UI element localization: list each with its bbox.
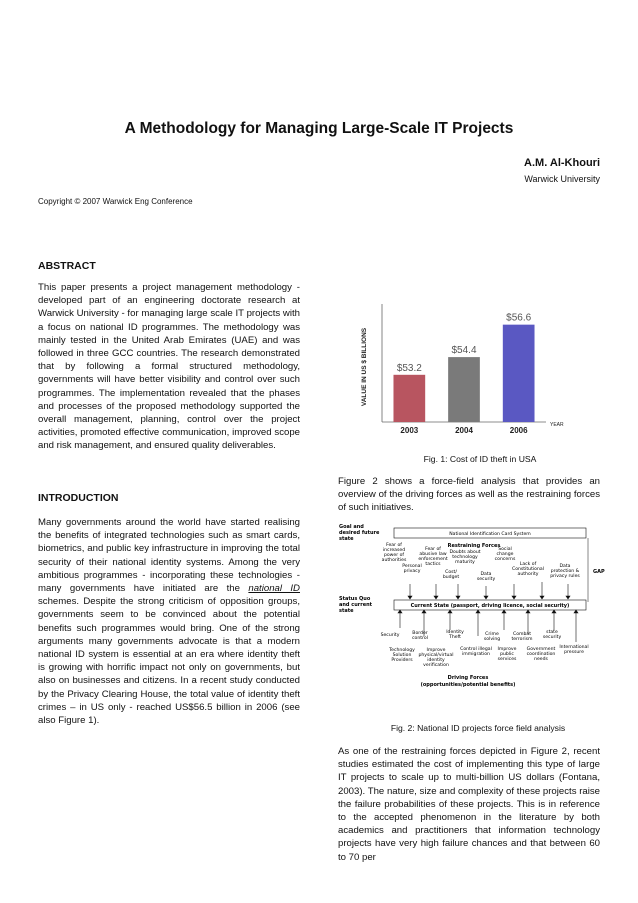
driving-forces-title-1: Driving Forces: [447, 675, 489, 681]
restraining-force: Doubts about technology maturity: [449, 550, 481, 565]
restraining-force: Social change concerns: [494, 547, 516, 562]
bar-value-label: $56.6: [506, 312, 532, 324]
goal-label-2: desired future: [339, 530, 380, 536]
intro-text-part-1: Many governments around the world have started realising the benefits of integrated technologies such as smart cards, biometrics, and public key infrastructure in improving the total security of their national identity systems. Among the very ambitious programmes - incorporating these technologies - many governments have initiated are the: [38, 517, 300, 595]
driving-force: Government coordination needs: [526, 647, 556, 662]
abstract-heading: ABSTRACT: [38, 260, 96, 272]
abstract-text: This paper presents a project management methodology - developed part of an engineering doctorate research at Warwick University - for managing large scale IT projects with a focus on national ID programmes. The methodology was mainly tested in the United Arab Emirates (UAE) and was followed in three GCC countries. The research demonstrated that by following a formal structured methodology, governments will have better visibility and control over such programmes. The implementation revealed that the phases and processes of the proposed methodology supported the overall management, planning, control over the project activities, promoted effective communication, improved scope and risk management, and ensured quality deliverables.: [38, 282, 300, 452]
force-field-diagram: [338, 518, 606, 716]
x-tick-label: 2006: [509, 426, 528, 435]
figure-1-caption: Fig. 1: Cost of ID theft in USA: [423, 454, 537, 464]
current-state-label: Current State (passport, driving licence, social security): [410, 603, 570, 609]
copyright-notice: Copyright © 2007 Warwick Eng Conference: [38, 197, 193, 206]
driving-force: Identity Theft: [446, 630, 464, 640]
driving-force: Combat terrorism: [511, 632, 533, 642]
bar-value-label: $53.2: [396, 362, 422, 374]
bar: [393, 375, 425, 422]
introduction-text: [38, 516, 300, 727]
driving-forces: [381, 629, 589, 668]
driving-force: Border control: [412, 631, 428, 641]
driving-force: state security: [542, 630, 562, 640]
bar-value-label: $54.4: [451, 345, 477, 357]
restraining-force: Data security: [476, 572, 496, 582]
driving-force: Technology Solution Providers: [389, 648, 415, 663]
x-tick-label: 2004: [455, 426, 473, 435]
author-affiliation: Warwick University: [524, 174, 600, 184]
gap-label: GAP: [593, 569, 605, 575]
driving-force: International pressure: [559, 645, 589, 655]
figure-2-caption: Fig. 2: National ID projects force field analysis: [390, 723, 566, 733]
status-label-3: state: [339, 608, 354, 614]
id-theft-cost-chart: [356, 298, 576, 440]
introduction-heading: INTRODUCTION: [38, 492, 119, 504]
driving-force: Security: [380, 633, 400, 638]
restraining-force: Fear of abusive law enforcement tactics: [418, 547, 448, 567]
driving-forces-title-2: (opportunities/potential benefits): [420, 682, 516, 688]
author-name: A.M. Al-Khouri: [524, 157, 600, 169]
x-tick-label: 2003: [400, 426, 419, 435]
restraining-force: Data protection & privacy rules: [550, 564, 580, 579]
x-axis-label: YEAR: [550, 422, 564, 428]
restraining-force: Personal privacy: [402, 564, 422, 574]
restraining-force: Fear of increased power of authorities: [381, 543, 407, 563]
driving-force: Crime solving: [483, 632, 501, 642]
goal-box-label: National Identification Card System: [449, 532, 531, 537]
status-label-2: and current: [339, 602, 373, 608]
restraining-arrows: [408, 582, 570, 599]
intro-emphasis: national ID: [248, 583, 300, 595]
paper-title: A Methodology for Managing Large-Scale IT Projects: [124, 120, 514, 137]
figure-2-intro-text: Figure 2 shows a force-field analysis that provides an overview of the driving forces as well as the restraining forces of such initiatives.: [338, 476, 600, 514]
restraining-forces-title: Restraining Forces: [447, 543, 501, 549]
bar: [448, 357, 480, 422]
status-label-1: Status Quo: [339, 596, 371, 602]
y-axis-label: VALUE IN US $ BILLIONS: [361, 327, 368, 407]
driving-force: Improve public services: [497, 647, 517, 662]
intro-text-part-2: schemes. Despite the strong criticism of opposition groups, governments seem to be convinced about the potential benefits such programmes would bring. One of the strong arguments many governments advocate is that a modern national ID system is essential at an era where identity theft is growing with horrific impact not only on governments, but also on businesses and citizens. In a recent study conducted by the Privacy Clearing House, the total value of identity theft crimes – in US only - reached US$56.5 billion in 2006 (see also Figure 1).: [38, 596, 300, 727]
driving-force: Improve physical/virtual identity verification: [418, 648, 454, 668]
figure-2-discussion-text: As one of the restraining forces depicted in Figure 2, recent studies estimated the cost of implementing this type of large IT projects to scale up to multi-billion US dollars (Fontana, 2003). The nature, size and complexity of these projects raise the failure probabilities of these projects. This is in reference to the accepted phenomenon in the literature by both academics and practitioners that information technology projects have very high failure chances and that between 60 to 70 per: [338, 746, 600, 863]
goal-label-1: Goal and: [339, 524, 364, 530]
bar: [503, 325, 535, 422]
restraining-force: Lack of Constitutional authority: [511, 562, 545, 577]
goal-label-3: state: [339, 536, 354, 542]
restraining-force: Cost/ budget: [442, 570, 460, 580]
driving-force: Control illegal immigration: [460, 647, 492, 657]
